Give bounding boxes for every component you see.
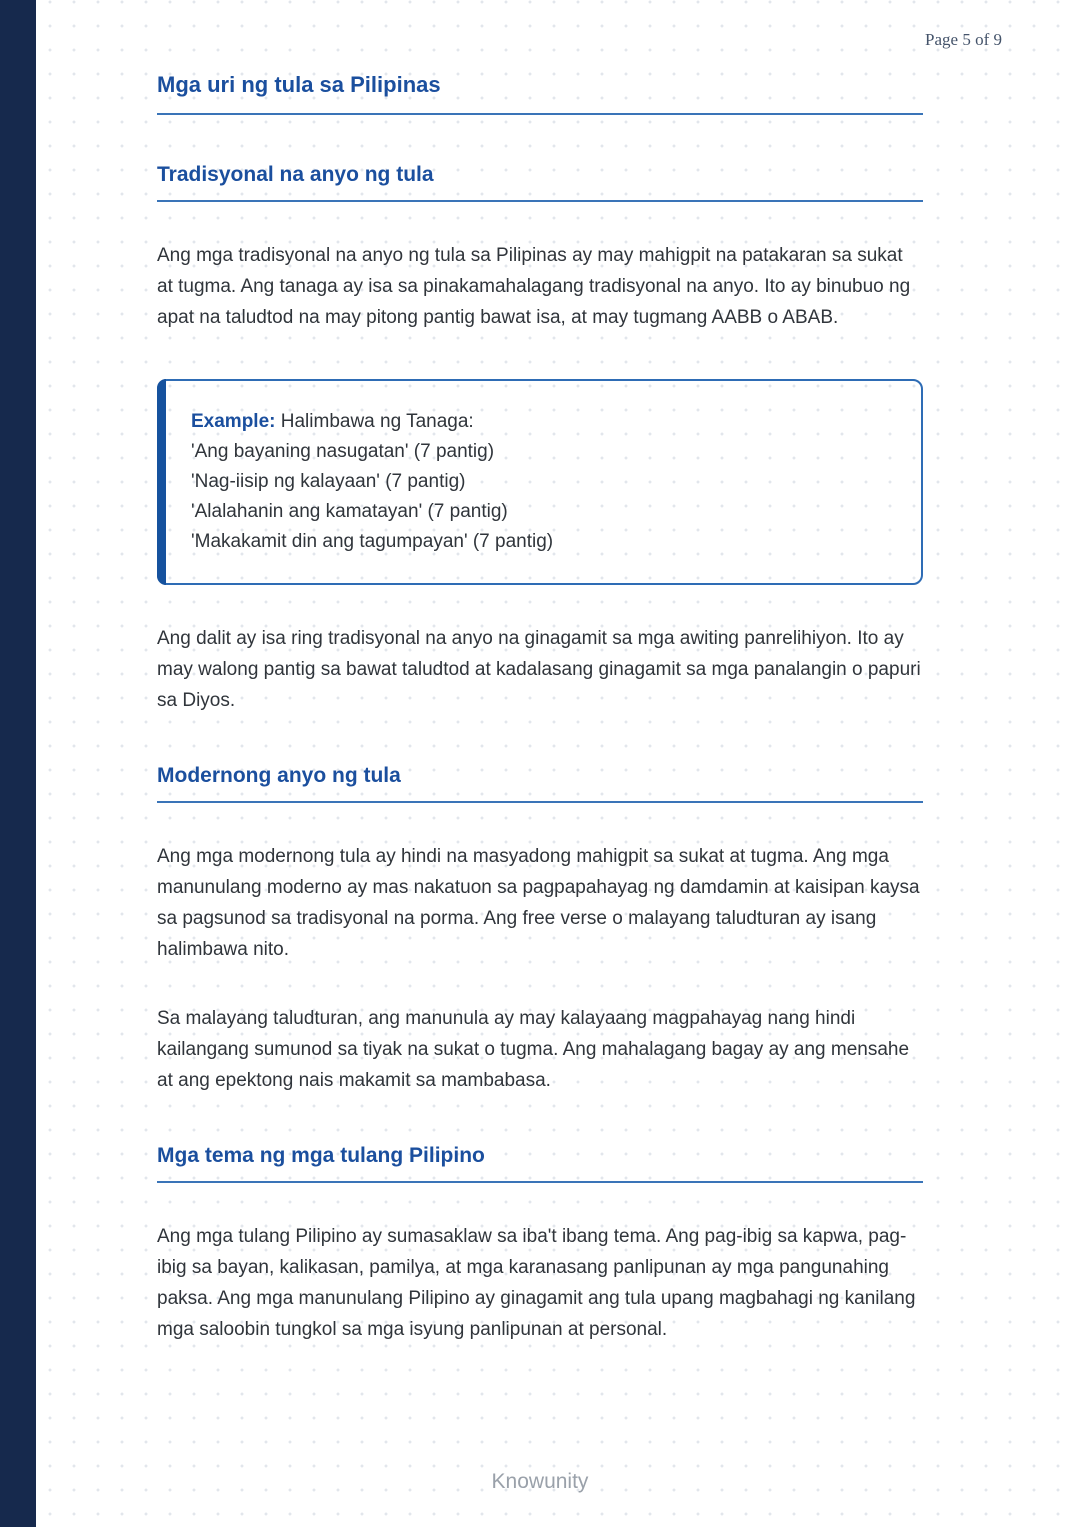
example-callout-box (157, 379, 923, 585)
page-number: Page 5 of 9 (925, 30, 1002, 49)
paragraph: Ang mga tradisyonal na anyo ng tula sa Pilipinas ay may mahigpit na patakaran sa sukat at tugma. Ang tanaga ay isa sa pinakamahalagang tradisyonal na anyo. Ito ay binubuo ng apat na taludtod na may pitong pantig bawat isa, at may tugmang AABB o ABAB. (157, 245, 911, 328)
example-label: Example: (191, 411, 276, 432)
section-heading-tradisyonal: Tradisyonal na anyo ng tula (157, 163, 923, 202)
section-heading-mga-tema: Mga tema ng mga tulang Pilipino (157, 1144, 923, 1183)
page-title: Mga uri ng tula sa Pilipinas (157, 72, 923, 115)
example-verse-line: 'Nag-iisip ng kalayaan' (7 pantig) (191, 471, 466, 492)
example-intro-line (191, 407, 893, 437)
paragraph: Ang dalit ay isa ring tradisyonal na anyo na ginagamit sa mga awiting panrelihiyon. Ito ay may walong pantig sa bawat taludtod at kadalasang ginagamit sa mga panalangin o papuri sa Diyos. (157, 628, 921, 711)
paragraph: Sa malayang taludturan, ang manunula ay may kalayaang magpahayag nang hindi kailangang sumunod sa tiyak na sukat o tugma. Ang mahalagang bagay ay ang mensahe at ang epektong nais makamit sa mambabasa. (157, 1008, 910, 1091)
example-intro-text: Halimbawa ng Tanaga: (280, 411, 474, 432)
example-verse-line: 'Ang bayaning nasugatan' (7 pantig) (191, 441, 495, 462)
paragraph: Ang mga tulang Pilipino ay sumasaklaw sa iba't ibang tema. Ang pag-ibig sa kapwa, pag-ibig sa bayan, kalikasan, pamilya, at mga karanasang panlipunan ay mga pangunahing paksa. Ang mga manunulang Pilipino ay ginagamit ang tula upang magbahagi ng kanilang mga saloobin tungkol sa mga isyung panlipunan at personal. (157, 1226, 916, 1340)
paragraph: Ang mga modernong tula ay hindi na masyadong mahigpit sa sukat at tugma. Ang mga manunulang moderno ay mas nakatuon sa pagpapahayag ng damdamin at kaisipan kaysa sa pagsunod sa tradisyonal na porma. Ang free verse o malayang taludturan ay isang halimbawa nito. (157, 846, 920, 960)
footer-brand: Knowunity (491, 1470, 589, 1493)
example-verse-line: 'Makakamit din ang tagumpayan' (7 pantig) (191, 531, 554, 552)
section-heading-modernong: Modernong anyo ng tula (157, 764, 923, 803)
document-content (157, 72, 923, 1345)
page-edge-accent-bar (0, 0, 36, 1527)
example-verse-line: 'Alalahanin ang kamatayan' (7 pantig) (191, 501, 508, 522)
